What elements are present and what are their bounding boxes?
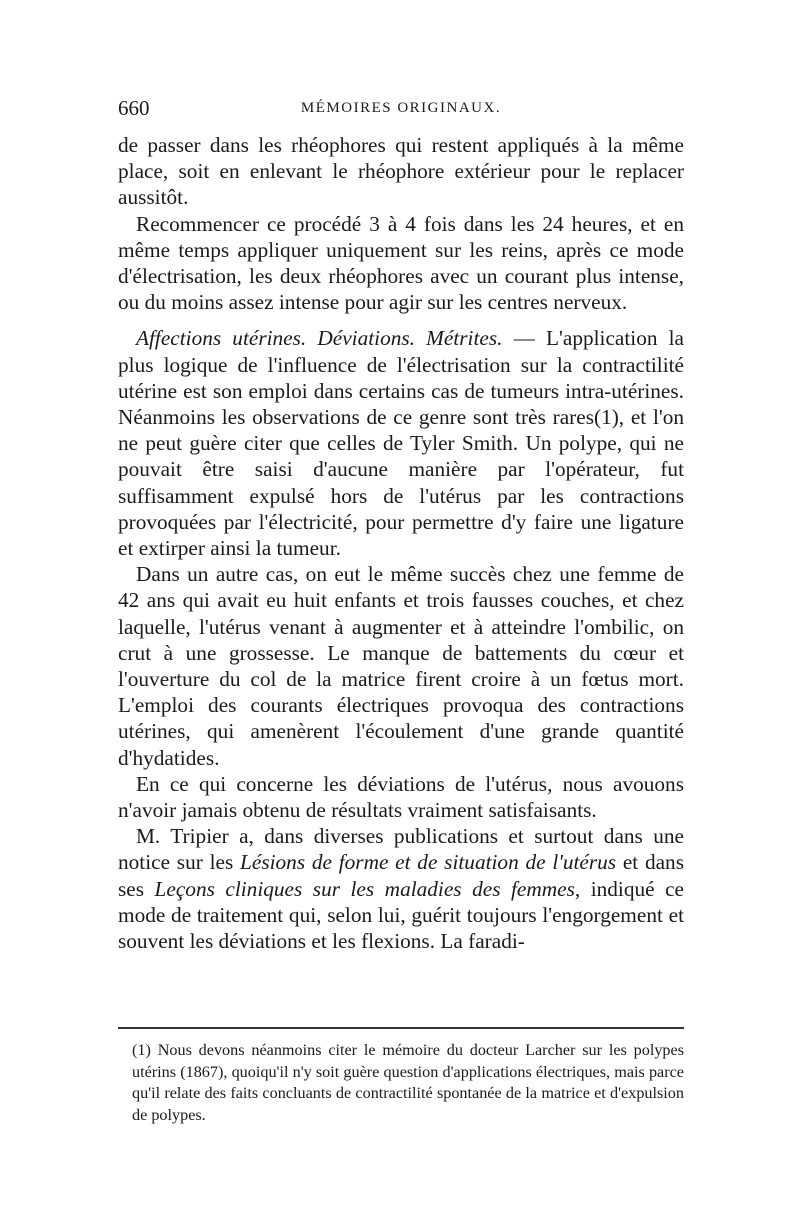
footnote-divider xyxy=(118,1027,684,1029)
paragraph-other-case: Dans un autre cas, on eut le même succès chez une femme de 42 ans qui avait eu huit enfants et trois fausses couches, et chez laquelle, l'utérus venant à augmenter et à atteindre l'ombilic, on crut à une grossesse. Le manque de battements du cœur et l'ouverture du col de la matrice firent croire à un fœtus mort. L'emploi des courants électriques provoqua des contractions utérines, qui amenèrent l'écoulement d'une grande quantité d'hydatides. xyxy=(118,562,684,770)
paragraph-deviations: En ce qui concerne les déviations de l'utérus, nous avouons n'avoir jamais obtenu de résultats vraiment satisfaisants. xyxy=(118,771,684,823)
paragraph-text: M. Tripier a, dans diverses publications et surtout dans une notice sur les xyxy=(118,824,684,875)
page-number: 660 xyxy=(118,96,150,120)
body-text xyxy=(118,132,684,954)
paragraph-text: — L'application la plus logique de l'influence de l'électrisation sur la contractilité utérine est son emploi dans certains cas de tumeurs intra-utérines. Néanmoins les observations de ce genre sont très rares(1), et l'on ne peut guère citer que celles de Tyler Smith. Un polype, qui ne pouvait être saisi d'aucune manière par l'opérateur, fut suffisamment expulsé hors de l'utérus par les contractions provoquées par l'électricité, pour permettre d'y faire une ligature et extirper ainsi la tumeur. xyxy=(118,326,685,561)
paragraph-procedure: Recommencer ce procédé 3 à 4 fois dans les 24 heures, et en même temps appliquer uniquement sur les reins, après ce mode d'électrisation, les deux rhéophores avec un courant plus intense, ou du moins assez intense pour agir sur les centres nerveux. xyxy=(118,211,684,315)
cited-title: Lésions de forme et de situation de l'utérus xyxy=(240,850,617,875)
running-head: MÉMOIRES ORIGINAUX. xyxy=(300,100,502,116)
paragraph-uterine-affections xyxy=(118,325,684,561)
footnote: (1) Nous devons néanmoins citer le mémoire du docteur Larcher sur les polypes utérins (1867), quoiqu'il n'y soit guère question d'applications électriques, mais parce qu'il relate des faits concluants de contractilité spontanée de la matrice et d'expulsion de polypes. xyxy=(132,1041,684,1124)
paragraph-text: et dans ses xyxy=(118,850,684,901)
paragraph-tripier xyxy=(118,823,684,954)
section-heading: Affections utérines. Déviations. Métrites. xyxy=(136,326,503,351)
paragraph-text: , indiqué ce mode de traitement qui, selon lui, guérit toujours l'engorgement et souvent les déviations et les flexions. La faradi- xyxy=(118,876,685,954)
cited-title: Leçons cliniques sur les maladies des femmes xyxy=(154,876,575,901)
page-header xyxy=(118,96,684,126)
paragraph-continuation: de passer dans les rhéophores qui restent appliqués à la même place, soit en enlevant le rhéophore extérieur pour le replacer aussitôt. xyxy=(118,133,684,210)
